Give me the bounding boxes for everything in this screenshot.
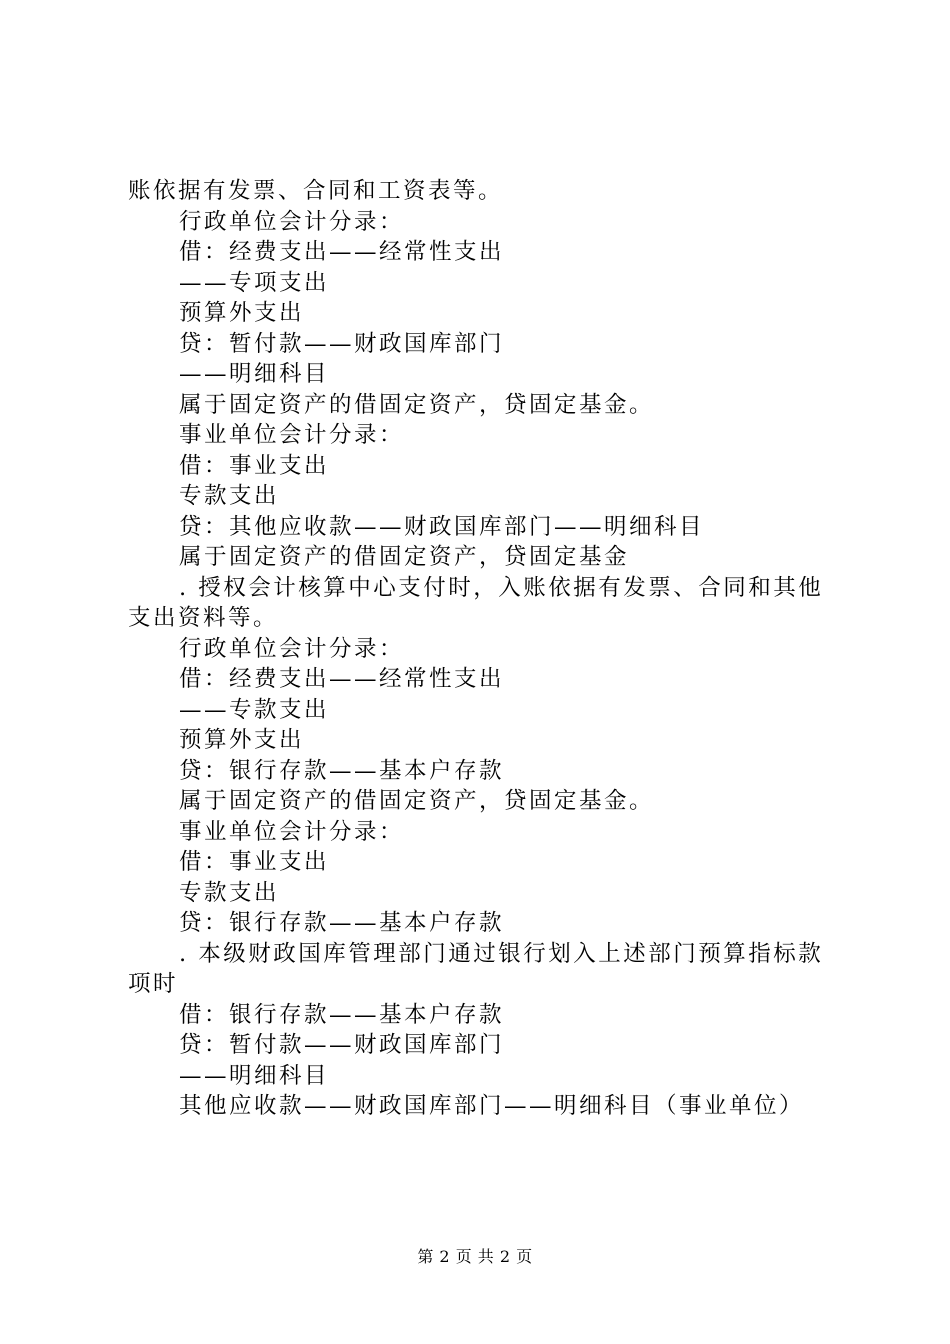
text-line: 项时 — [128, 971, 179, 997]
text-line: ——明细科目 — [179, 361, 330, 387]
text-line: 属于固定资产的借固定资产，贷固定基金。 — [179, 788, 655, 814]
text-line: 其他应收款——财政国库部门——明细科目（事业单位） — [179, 1093, 805, 1119]
text-line: 事业单位会计分录： — [179, 422, 405, 448]
text-line: 行政单位会计分录： — [179, 635, 405, 662]
text-line: 贷：暂付款——财政国库部门 — [179, 330, 505, 357]
text-line: 专款支出 — [179, 483, 280, 509]
text-line: 预算外支出 — [179, 727, 305, 753]
text-line: 事业单位会计分录： — [179, 818, 405, 845]
text-line: 属于固定资产的借固定资产，贷固定基金。 — [179, 391, 655, 418]
text-line: 支出资料等。 — [128, 605, 279, 631]
text-line: ——明细科目 — [179, 1062, 330, 1089]
text-line: 借：经费支出——经常性支出 — [179, 666, 505, 692]
text-line: ——专项支出 — [179, 269, 330, 296]
text-line: 属于固定资产的借固定资产，贷固定基金 — [179, 544, 630, 570]
text-line: 预算外支出 — [179, 300, 305, 326]
text-line: 行政单位会计分录： — [179, 208, 405, 235]
document-body — [128, 176, 838, 1122]
text-line: 贷：银行存款——基本户存款 — [179, 757, 505, 784]
text-line: 贷：银行存款——基本户存款 — [179, 910, 505, 936]
text-line: 贷：暂付款——财政国库部门 — [179, 1032, 505, 1058]
text-line: . 本级财政国库管理部门通过银行划入上述部门预算指标款 — [179, 940, 824, 967]
text-line: 借：经费支出——经常性支出 — [179, 239, 505, 265]
text-line: 专款支出 — [179, 879, 280, 906]
text-line: 贷：其他应收款——财政国库部门——明细科目 — [179, 513, 705, 540]
page-footer: 第 2 页 共 2 页 — [417, 1247, 533, 1266]
text-line: 借：事业支出 — [179, 452, 330, 479]
text-line: 借：事业支出 — [179, 849, 330, 875]
text-line: 账依据有发票、合同和工资表等。 — [128, 178, 504, 204]
text-line: 借：银行存款——基本户存款 — [179, 1001, 505, 1028]
text-line: . 授权会计核算中心支付时，入账依据有发票、合同和其他 — [179, 574, 824, 601]
text-line: ——专款支出 — [179, 696, 330, 723]
